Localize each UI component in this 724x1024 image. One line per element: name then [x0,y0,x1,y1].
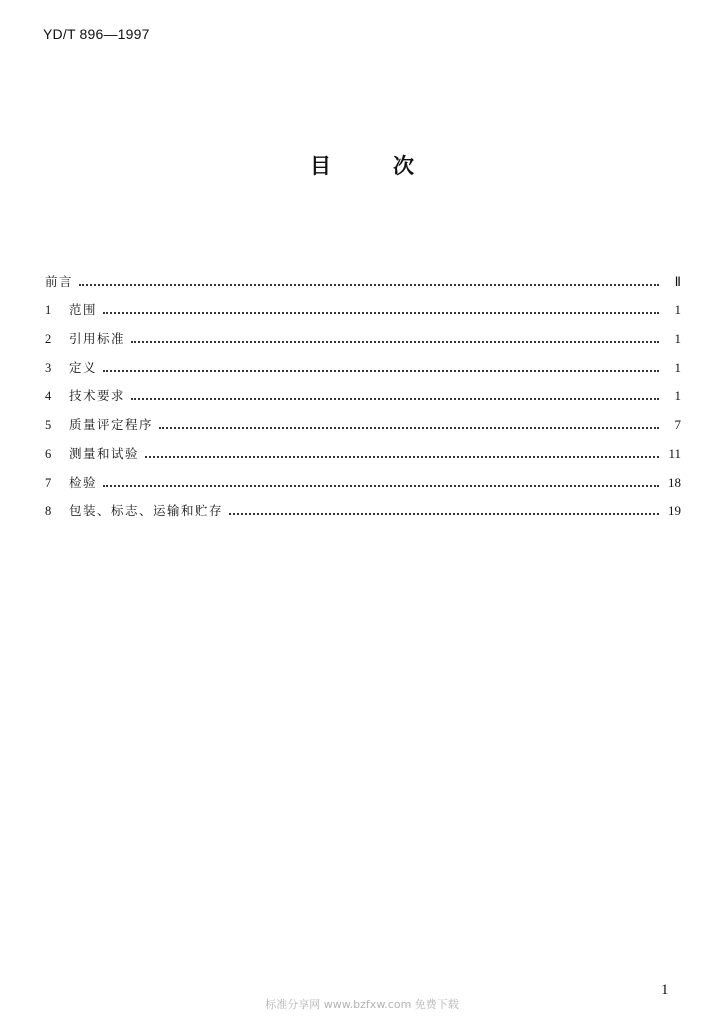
toc-entry-page: 1 [674,359,681,375]
toc-entry-page: 1 [674,388,681,404]
table-of-contents [45,260,685,518]
standard-code: YD/T 896—1997 [43,26,150,42]
toc-entry-number: 6 [45,446,52,461]
toc-entry-label: 范围 [69,302,98,318]
toc-leader-dots [131,398,659,400]
toc-entry-number: 3 [45,360,52,375]
toc-entry-label: 包装、标志、运输和贮存 [69,503,224,519]
toc-entry-number: 1 [45,303,52,318]
toc-leader-dots [159,427,659,429]
toc-leader-dots [103,312,659,314]
toc-entry-number: 2 [45,332,52,347]
toc-entry-page: 1 [674,302,681,318]
toc-entry-label: 前言 [45,273,74,289]
toc-entry-number: 8 [45,504,52,519]
page-title [0,150,724,180]
toc-entry-page: 18 [668,474,681,490]
toc-entry-8[interactable] [45,490,685,519]
toc-entry-number: 4 [45,389,52,404]
toc-entry-2[interactable] [45,317,685,346]
toc-leader-dots [145,456,659,458]
toc-leader-dots [229,513,659,515]
toc-leader-dots [103,370,659,372]
toc-entry-label: 测量和试验 [69,445,140,461]
toc-entry-page: 11 [668,445,681,461]
toc-entry-page: 1 [674,331,681,347]
toc-leader-dots [131,341,659,343]
toc-entry-number: 5 [45,418,52,433]
title-char-1: 目 [310,154,331,178]
page-number: 1 [661,982,669,998]
watermark-text: 标准分享网 www.bzfxw.com 免费下载 [265,998,459,1011]
toc-leader-dots [79,284,659,286]
toc-entry-6[interactable] [45,432,685,461]
toc-entry-foreword[interactable] [45,260,685,289]
toc-entry-label: 引用标准 [69,331,126,347]
toc-entry-label: 定义 [69,359,98,375]
title-char-2: 次 [393,154,414,178]
toc-leader-dots [103,485,659,487]
toc-entry-page: Ⅱ [674,273,681,289]
toc-entry-7[interactable] [45,461,685,490]
toc-entry-5[interactable] [45,403,685,432]
toc-entry-number: 7 [45,475,52,490]
toc-entry-label: 检验 [69,474,98,490]
toc-entry-page: 7 [674,417,681,433]
toc-entry-1[interactable] [45,289,685,318]
toc-entry-label: 技术要求 [69,388,126,404]
toc-entry-3[interactable] [45,346,685,375]
toc-entry-label: 质量评定程序 [69,417,154,433]
toc-entry-page: 19 [668,503,681,519]
toc-entry-4[interactable] [45,375,685,404]
